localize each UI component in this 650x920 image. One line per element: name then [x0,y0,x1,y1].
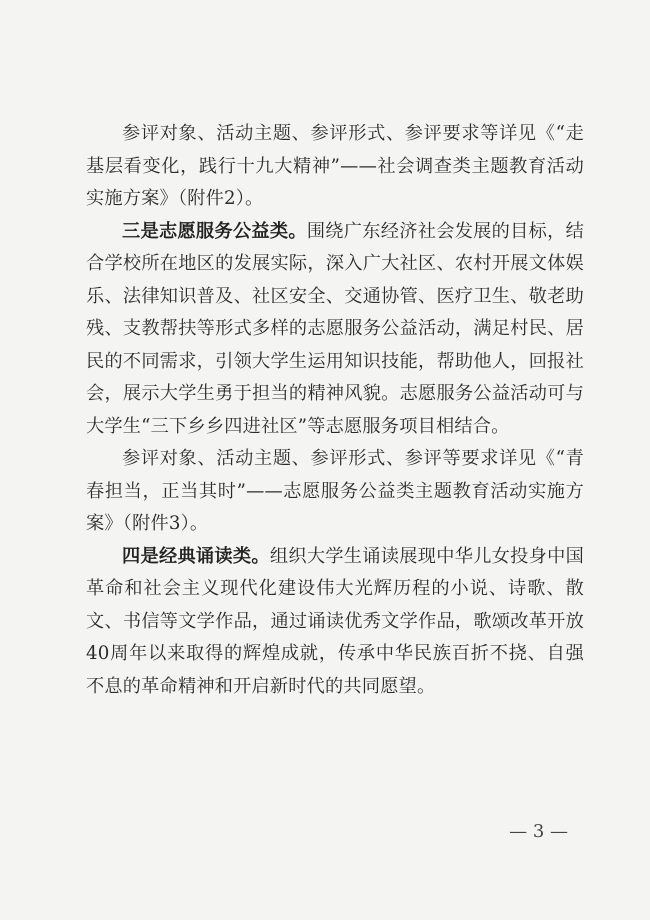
paragraph-text: 围绕广东经济社会发展的目标，结合学校所在地区的发展实际，深入广大社区、农村开展文体娱乐、法律知识普及、社区安全、交通协管、医疗卫生、敬老助残、支教帮扶等形式多样的志愿服务公益活动，满足村民、居民的不同需求，引领大学生运用知识技能，帮助他人，回报社会，展示大学生勇于担当的精神风貌。志愿服务公益活动可与大学生“三下乡乡四进社区”等志愿服务项目相结合。 [86,220,584,437]
page-number: — 3 — [509,821,568,842]
paragraph-text: 参评对象、活动主题、参评形式、参评等要求详见《“青春担当，正当其时”——志愿服务公益类主题教育活动实施方案》（附件3）。 [86,448,584,534]
paragraph-text: 组织大学生诵读展现中华儿女投身中国革命和社会主义现代化建设伟大光辉历程的小说、诗歌、散文、书信等文学作品，通过诵读优秀文学作品，歌颂改革开放40周年以来取得的辉煌成就，传承中华民族百折不挠、自强不息的革命精神和开启新时代的共同愿望。 [86,545,584,697]
paragraph-participation-volunteer [86,443,584,541]
paragraph-text: 参评对象、活动主题、参评形式、参评要求等详见《“走基层看变化，践行十九大精神”——社会调查类主题教育活动实施方案》（附件2）。 [86,123,584,209]
paragraph-classic-reading [86,541,584,704]
document-body [86,118,584,703]
paragraph-participation-survey [86,118,584,216]
paragraph-volunteer-service [86,216,584,444]
section-heading-volunteer: 三是志愿服务公益类。 [122,220,307,242]
section-heading-reading: 四是经典诵读类。 [122,545,270,567]
